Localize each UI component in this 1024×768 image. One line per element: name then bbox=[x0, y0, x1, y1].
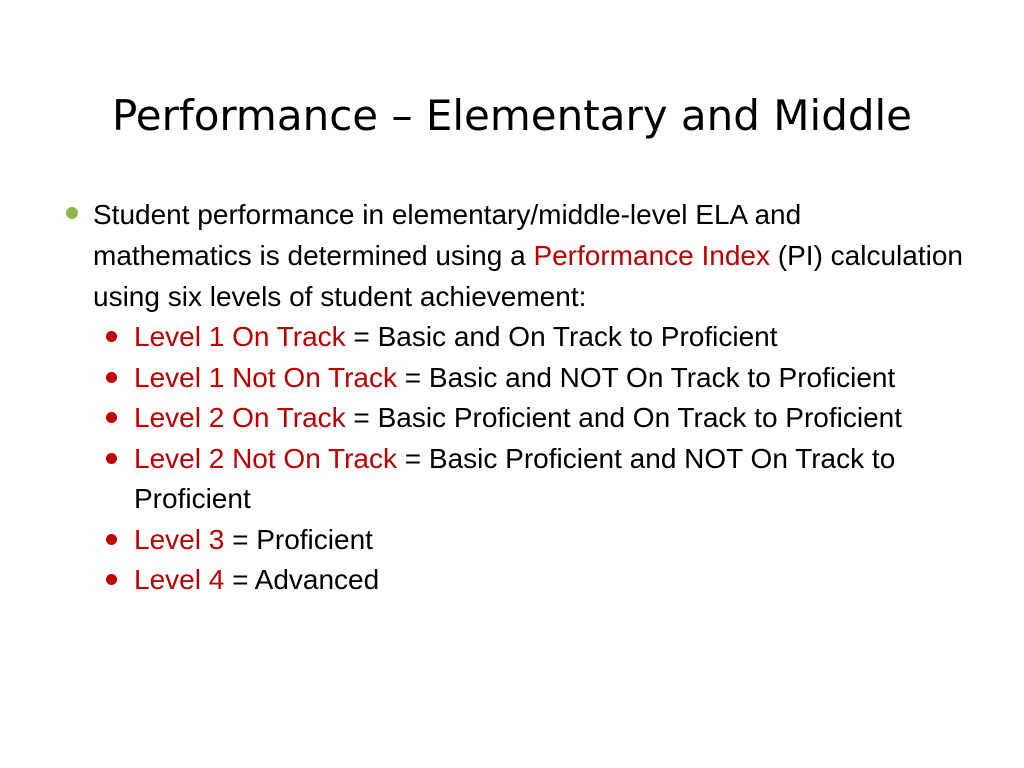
main-bullet-text-before: Student performance in elementary/middle-level ELA and mathematics is determined using a bbox=[93, 199, 802, 271]
main-bullet-highlight: Performance Index bbox=[533, 240, 771, 271]
level-label: Level 1 On Track bbox=[134, 321, 346, 352]
level-item bbox=[106, 560, 966, 601]
level-item bbox=[106, 398, 966, 439]
level-description: = Advanced bbox=[224, 564, 380, 595]
level-item bbox=[106, 358, 966, 399]
red-dot-bullet-icon bbox=[106, 534, 117, 545]
level-description: = Basic Proficient and NOT On Track to Proficient bbox=[134, 442, 896, 514]
level-label: Level 2 On Track bbox=[134, 402, 346, 433]
level-description: = Basic Proficient and On Track to Proficient bbox=[345, 402, 903, 433]
green-dot-bullet-icon bbox=[66, 207, 78, 219]
red-dot-bullet-icon bbox=[106, 412, 117, 423]
level-label: Level 3 bbox=[134, 523, 225, 555]
level-label: Level 4 bbox=[134, 564, 225, 595]
red-dot-bullet-icon bbox=[106, 453, 117, 464]
level-description: = Proficient bbox=[224, 523, 373, 555]
level-label: Level 2 Not On Track bbox=[134, 442, 398, 474]
level-label: Level 1 Not On Track bbox=[134, 361, 398, 393]
level-list bbox=[66, 317, 966, 601]
slide-title: Performance – Elementary and Middle bbox=[111, 91, 913, 140]
level-description: = Basic and On Track to Proficient bbox=[345, 321, 778, 352]
red-dot-bullet-icon bbox=[106, 574, 117, 585]
main-bullet-item bbox=[66, 194, 966, 317]
red-dot-bullet-icon bbox=[106, 372, 117, 383]
level-description: = Basic and NOT On Track to Proficient bbox=[397, 361, 896, 393]
level-item bbox=[106, 317, 966, 358]
slide-body bbox=[66, 194, 966, 601]
main-bullet-text-after: (PI) calculation using six levels of student achievement: bbox=[93, 240, 963, 312]
level-item bbox=[106, 439, 966, 520]
level-item bbox=[106, 520, 966, 561]
red-dot-bullet-icon bbox=[106, 331, 117, 342]
